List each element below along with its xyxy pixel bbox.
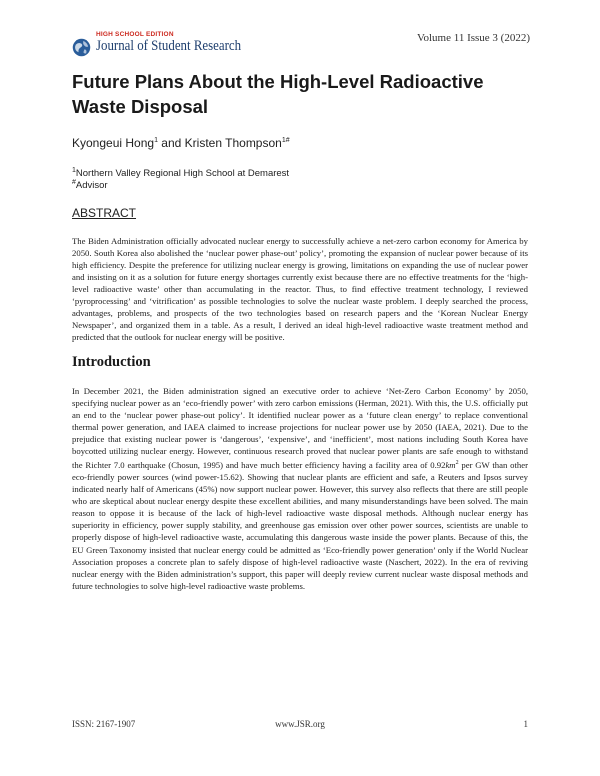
- author-name: Kyongeui Hong: [72, 136, 155, 150]
- affiliation: [72, 167, 289, 179]
- introduction-text: per GW than other eco-friendly power sources (wind power-15.62). Showing that nuclear plants are efficient and safe, a Reuters and Ipsos survey indicated nearly half of Americans (45%) now support nuclear power. However, this survey also reflects that there are still people who are skeptical about nuclear energy despite these excellent abilities, and many misunderstandings have been solved. The main reason to oppose it is because of the lack of high-level radioactive waste disposal methods. Although nuclear energy has superiority in efficiency, power supply stability, and greenhouse gas emission over other power sources, scientists are unable to properly dispose of high-level radioactive waste, accumulating this dangerous waste inside the power plants. Because of this, the EU Green Taxonomy insisted that nuclear energy could be admitted as ‘Eco-friendly power generation’ only if the World Nuclear Association proposes a concrete plan to safely dispose of high-level radioactive waste (Naschert, 2022). In the era of reviving nuclear energy with the Biden administration’s support, this paper will deeply review current nuclear waste disposal methods and future technologies to solve high-level radioactive waste problems.: [72, 460, 528, 591]
- unit-exponent: 2: [455, 460, 459, 467]
- abstract-body: The Biden Administration officially advocated nuclear energy to successfully achieve a net-zero carbon economy for America by 2050. South Korea also abolished the ‘nuclear power phase-out’ policy’, promoting the expansion of nuclear power because of its high efficiency. Despite the preference for utilizing nuclear energy is growing, limitations on expanding the use of nuclear power and insisting on it as a solution for future energy shortages currently exist because there are no effective treatments for the ‘high-level radioactive waste’ other than accumulating in the reactor. Thus, to find effective treatment technology, I reviewed ‘pyroprocessing’ and ‘vitrification’ as possible technologies to solve the nuclear waste problem. I deeply searched the process, advantages, problems, and prospects of the two technologies based on research papers and the ‘Korean Nuclear Energy Newspaper’, and organized them in a table. As a result, I derived an ideal high-level radioactive waste treatment method and predicted that the outlook for nuclear energy will be positive.: [72, 236, 528, 343]
- volume-issue: Volume 11 Issue 3 (2022): [416, 32, 530, 44]
- paper-title: Future Plans About the High-Level Radioactive Waste Disposal: [72, 71, 484, 117]
- affiliation-text: Northern Valley Regional High School at Demarest: [75, 168, 290, 180]
- journal-logo: [72, 29, 332, 61]
- globe-icon: [72, 38, 91, 57]
- author-separator: and: [157, 136, 185, 150]
- introduction-heading: Introduction: [72, 354, 151, 370]
- page-number: 1: [523, 719, 528, 729]
- unit-km: km: [445, 460, 456, 471]
- author-name: Kristen Thompson: [184, 136, 282, 150]
- footer-website[interactable]: www.JSR.org: [275, 719, 325, 729]
- affiliation-mark: #: [72, 179, 76, 186]
- affiliation: [72, 179, 108, 191]
- edition-label: HIGH SCHOOL EDITION: [96, 31, 174, 38]
- journal-name: Journal of Student Research: [96, 38, 242, 54]
- footer-issn: ISSN: 2167-1907: [72, 719, 136, 729]
- author-affiliation-mark: 1#: [281, 137, 290, 144]
- author-line: [72, 136, 290, 150]
- author-affiliation-mark: 1: [154, 137, 158, 144]
- affiliation-mark: 1: [72, 167, 76, 174]
- introduction-body: [72, 385, 528, 592]
- affiliation-text: Advisor: [75, 180, 108, 192]
- abstract-heading: ABSTRACT: [72, 206, 137, 220]
- introduction-text: In December 2021, the Biden administration signed an executive order to achieve ‘Net-Zero Carbon Economy’ by 2050, specifying nuclear power as an ‘eco-friendly power’ with zero carbon emissions (Herman, 2021). With this, the U.S. officially put an end to the ‘nuclear power phase-out policy’. It identified nuclear power as a ‘future clean energy’ to replace conventional thermal power generation, and IAEA claimed to increase projections for nuclear power use by 2050 (IAEA, 2021). Due to the prejudice that existing nuclear power is ‘dangerous’, ‘expensive’, and ‘inefficient’, most nations including South Korea have boycotted utilizing nuclear energy. However, continuous research proved that nuclear power plants are safe enough to withstand the Richter 7.0 earthquake (Chosun, 1995) and have much better efficiency having a facility area of 0.92: [72, 386, 528, 471]
